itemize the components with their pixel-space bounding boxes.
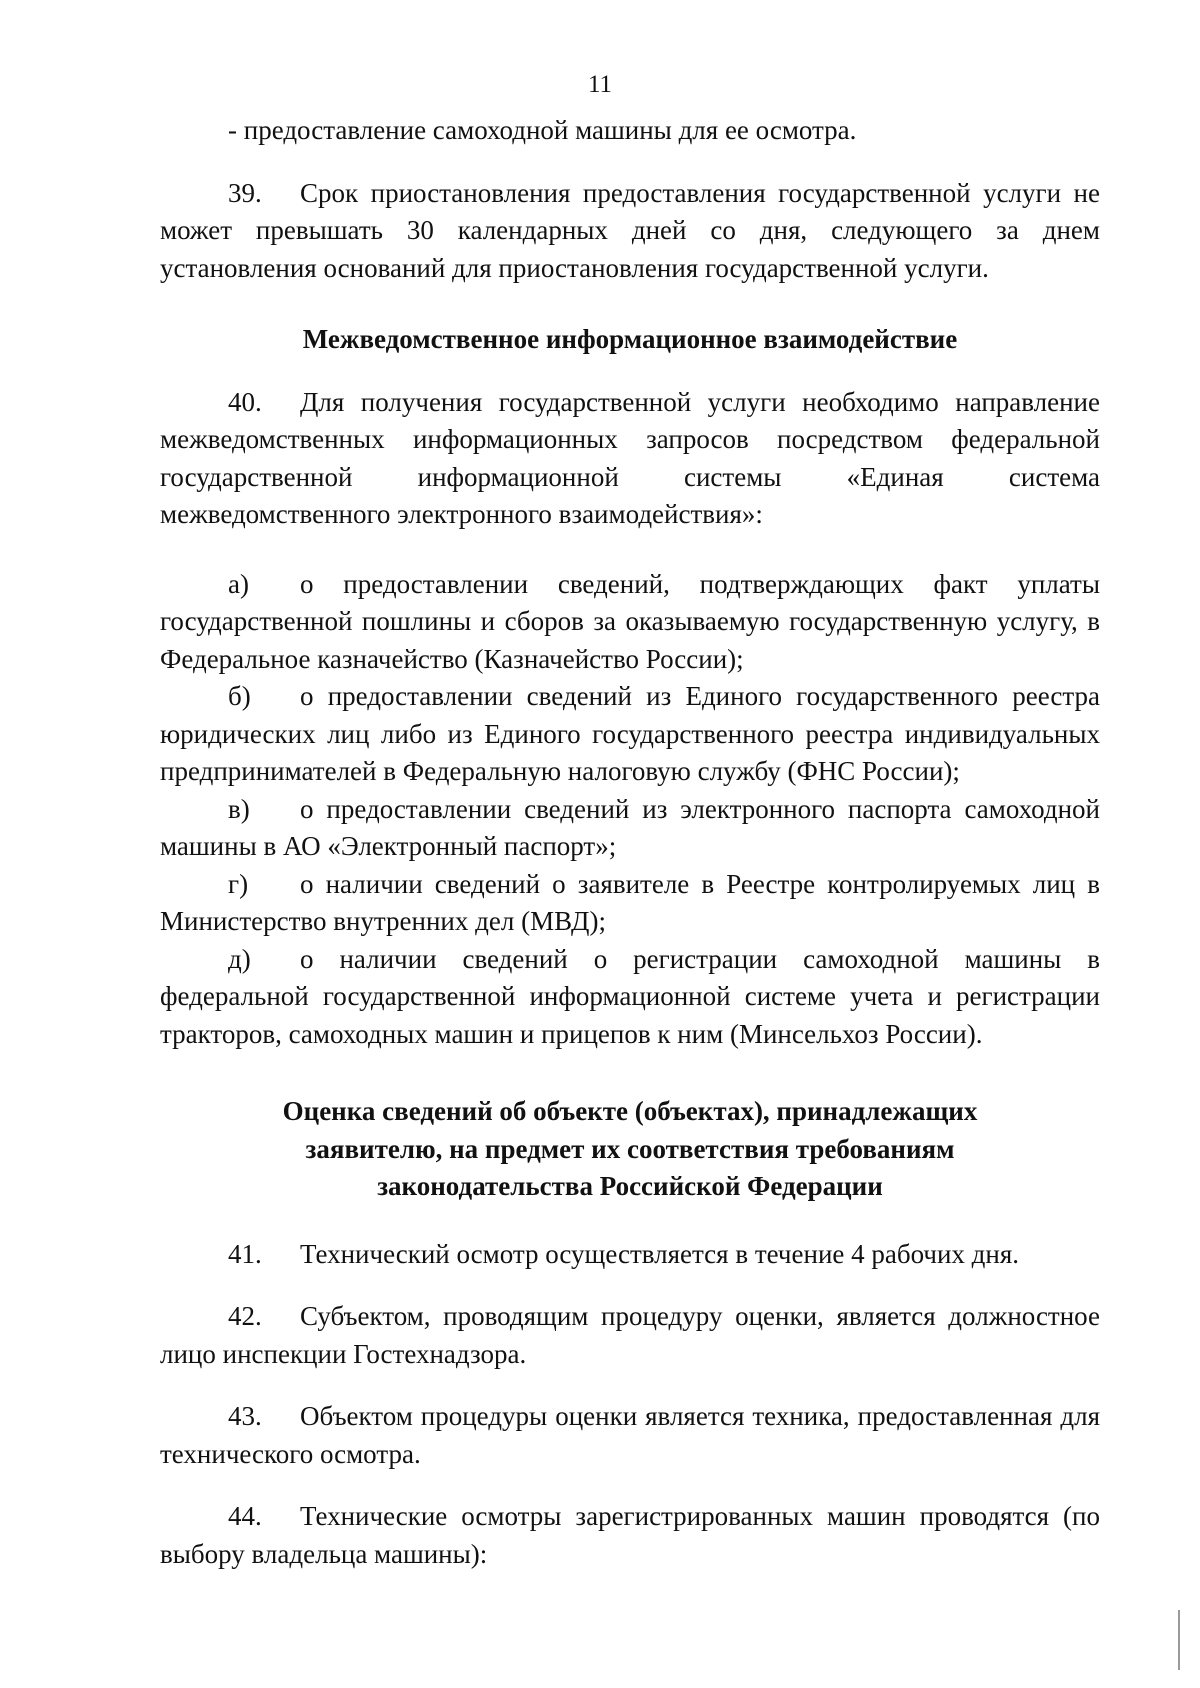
- list-item: [160, 866, 1100, 941]
- paragraph-number: 42.: [228, 1301, 262, 1331]
- heading-line: заявителю, на предмет их соответствия требованиям: [305, 1133, 955, 1164]
- paragraph-39: [160, 175, 1100, 288]
- paragraph-number: 39.: [228, 177, 262, 208]
- paragraph-40: [160, 384, 1100, 534]
- list-item: [160, 791, 1100, 866]
- paragraph-text: Технический осмотр осуществляется в течение 4 рабочих дня.: [300, 1238, 1020, 1269]
- list-item-text: о предоставлении сведений из электронного паспорта самоходной машины в АО «Электронный паспорт»;: [160, 793, 1100, 861]
- list-marker: в): [228, 793, 250, 824]
- paragraph-number: 40.: [228, 386, 262, 417]
- paragraph-41: [160, 1236, 1100, 1274]
- paragraph-text: Объектом процедуры оценки является техника, предоставленная для технического осмотра.: [160, 1401, 1100, 1469]
- list-item: [160, 566, 1100, 679]
- paragraph-text: Срок приостановления предоставления государственной услуги не может превышать 30 календарных дней со дня, следующего за днем установления оснований для приостановления государственной услуги.: [160, 177, 1100, 283]
- heading-line: законодательства Российской Федерации: [377, 1171, 883, 1201]
- list-item-text: о наличии сведений о регистрации самоходной машины в федеральной государственной информационной системе учета и регистрации тракторов, самоходных машин и прицепов к ним (Минсельхоз России).: [160, 943, 1100, 1049]
- paragraph-text: Технические осмотры зарегистрированных машин проводятся (по выбору владельца машины):: [160, 1501, 1100, 1569]
- list-marker: б): [228, 681, 251, 711]
- scan-edge-mark: [1178, 1610, 1180, 1670]
- paragraph-number: 43.: [228, 1401, 262, 1431]
- section-heading-assessment: [160, 1093, 1100, 1206]
- paragraph-42: [160, 1298, 1100, 1373]
- list-item: [160, 941, 1100, 1054]
- paragraph-number: 41.: [228, 1238, 262, 1269]
- list-item-text: о предоставлении сведений из Единого государственного реестра юридических лиц либо из Единого государственного реестра индивидуальных предпринимателей в Федеральную налоговую службу (ФНС России);: [160, 681, 1100, 786]
- document-body: [160, 0, 1100, 1573]
- paragraph-number: 44.: [228, 1501, 262, 1531]
- heading-line: Оценка сведений об объекте (объектах), принадлежащих: [282, 1096, 978, 1126]
- list-item-text: о наличии сведений о заявителе в Реестре контролируемых лиц в Министерство внутренних дел (МВД);: [160, 868, 1100, 936]
- paragraph-44: [160, 1498, 1100, 1573]
- list-marker: д): [228, 943, 251, 974]
- page-number: 11: [587, 71, 613, 98]
- section-heading-interagency: Межведомственное информационное взаимодействие: [302, 324, 958, 354]
- paragraph-text: Для получения государственной услуги необходимо направление межведомственных информационных запросов посредством федеральной государственной информационной системы «Единая система межведомственного электронного взаимодействия»:: [160, 386, 1100, 529]
- list-marker: а): [228, 568, 249, 599]
- paragraph-43: [160, 1398, 1100, 1473]
- intro-line: - предоставление самоходной машины для ее осмотра.: [228, 115, 857, 145]
- list-item-text: о предоставлении сведений, подтверждающих факт уплаты государственной пошлины и сборов за оказываемую государственную услугу, в Федеральное казначейство (Казначейство России);: [160, 568, 1100, 674]
- request-list: [160, 566, 1100, 1054]
- paragraph-text: Субъектом, проводящим процедуру оценки, является должностное лицо инспекции Гостехнадзора.: [160, 1301, 1100, 1369]
- list-marker: г): [228, 868, 249, 899]
- list-item: [160, 678, 1100, 791]
